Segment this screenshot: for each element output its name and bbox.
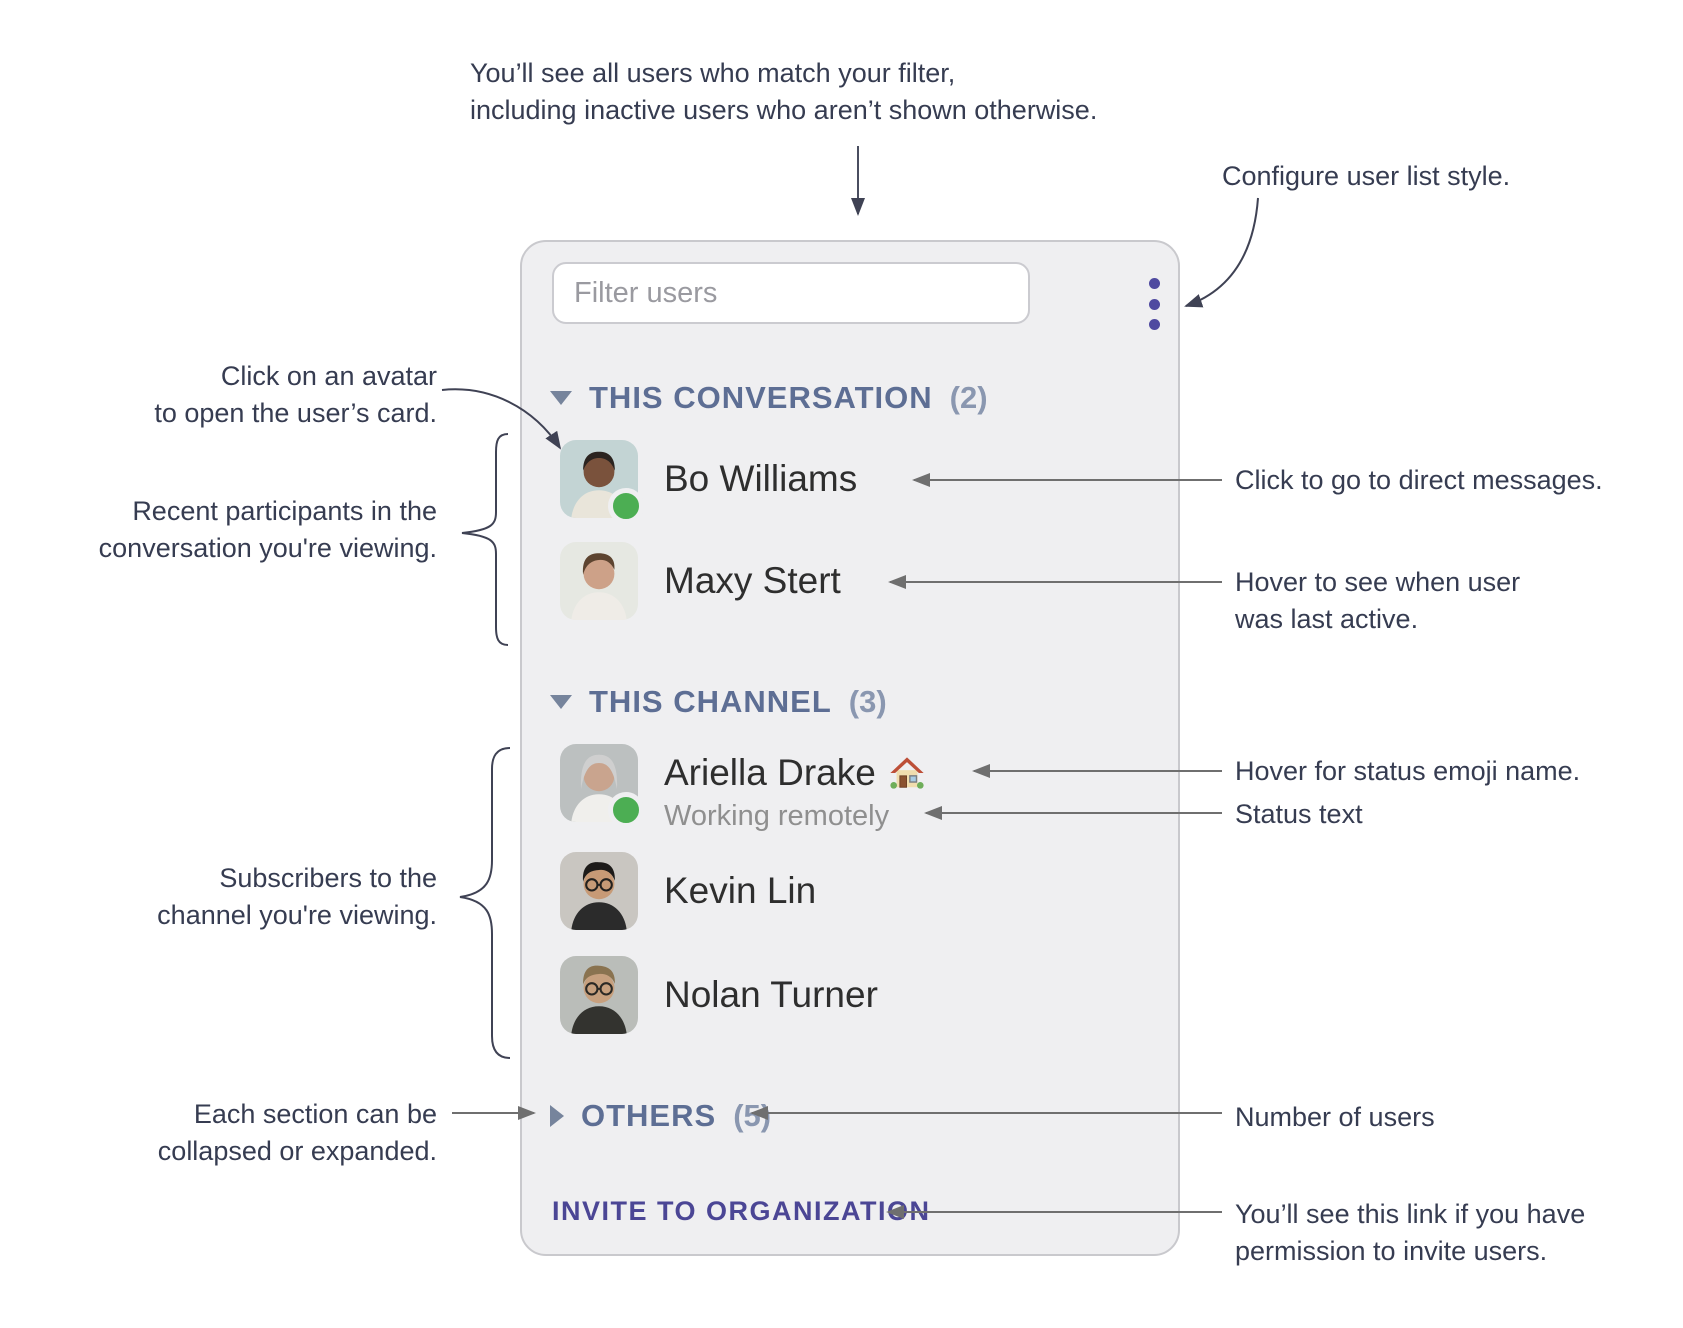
user-status-text: Working remotely (664, 800, 890, 832)
triangle-down-icon[interactable] (550, 391, 572, 405)
invite-to-organization-link[interactable]: INVITE TO ORGANIZATION (552, 1196, 931, 1226)
annotation-last-active: Hover to see when user was last active. (1235, 567, 1521, 634)
avatar-image (560, 956, 638, 1034)
annotation-collapse: Each section can be collapsed or expanded. (157, 1099, 437, 1166)
section-count: (3) (848, 684, 887, 719)
section-count: (5) (733, 1098, 772, 1133)
brace-conversation-rows (462, 434, 508, 645)
presence-active-dot (608, 792, 644, 828)
brace-channel-rows (460, 748, 510, 1058)
triangle-right-icon[interactable] (550, 1105, 564, 1127)
avatar[interactable] (560, 542, 638, 620)
user-list-panel (520, 240, 1180, 1256)
user-row-nolan-turner[interactable] (560, 956, 878, 1034)
section-header-this-conversation[interactable] (550, 378, 988, 418)
avatar-image (560, 542, 638, 620)
house-status-emoji-icon (888, 754, 926, 792)
annotation-number-of-users: Number of users (1235, 1102, 1435, 1132)
user-row-maxy-stert[interactable] (560, 542, 841, 620)
user-row-kevin-lin[interactable] (560, 852, 816, 930)
user-row-bo-williams[interactable] (560, 440, 857, 518)
avatar[interactable] (560, 440, 638, 518)
user-name[interactable]: Kevin Lin (664, 870, 817, 911)
section-label: THIS CHANNEL (589, 684, 832, 719)
avatar[interactable] (560, 744, 638, 822)
kebab-menu-icon[interactable] (1142, 278, 1166, 330)
user-name[interactable]: Bo Williams (664, 458, 858, 499)
section-label: OTHERS (581, 1098, 717, 1133)
filter-users-input[interactable] (552, 262, 1030, 324)
avatar[interactable] (560, 852, 638, 930)
triangle-down-icon[interactable] (550, 695, 572, 709)
presence-active-dot (608, 488, 644, 524)
user-name[interactable]: Ariella Drake (664, 752, 876, 793)
user-name[interactable]: Maxy Stert (664, 560, 841, 601)
annotation-click-avatar: Click on an avatar to open the user’s card. (154, 361, 437, 428)
annotation-direct-messages: Click to go to direct messages. (1235, 465, 1603, 495)
avatar-image (560, 852, 638, 930)
user-name[interactable]: Nolan Turner (664, 974, 878, 1015)
section-header-others[interactable] (550, 1096, 771, 1136)
annotation-filter-note: You’ll see all users who match your filter, including inactive users who aren’t shown otherwise. (470, 58, 1098, 125)
section-header-this-channel[interactable] (550, 682, 887, 722)
annotation-status-text: Status text (1235, 799, 1363, 829)
annotation-configure: Configure user list style. (1222, 161, 1511, 191)
arrow-configure-to-kebab (1186, 198, 1258, 306)
annotation-subscribers: Subscribers to the channel you're viewing. (157, 863, 437, 930)
annotation-status-emoji: Hover for status emoji name. (1235, 756, 1581, 786)
section-count: (2) (949, 380, 988, 415)
section-label: THIS CONVERSATION (589, 380, 933, 415)
annotation-recent-participants: Recent participants in the conversation you're viewing. (98, 496, 437, 563)
user-row-ariella-drake[interactable] (560, 744, 926, 832)
avatar[interactable] (560, 956, 638, 1034)
annotation-invite-permission: You’ll see this link if you have permission to invite users. (1235, 1199, 1586, 1266)
